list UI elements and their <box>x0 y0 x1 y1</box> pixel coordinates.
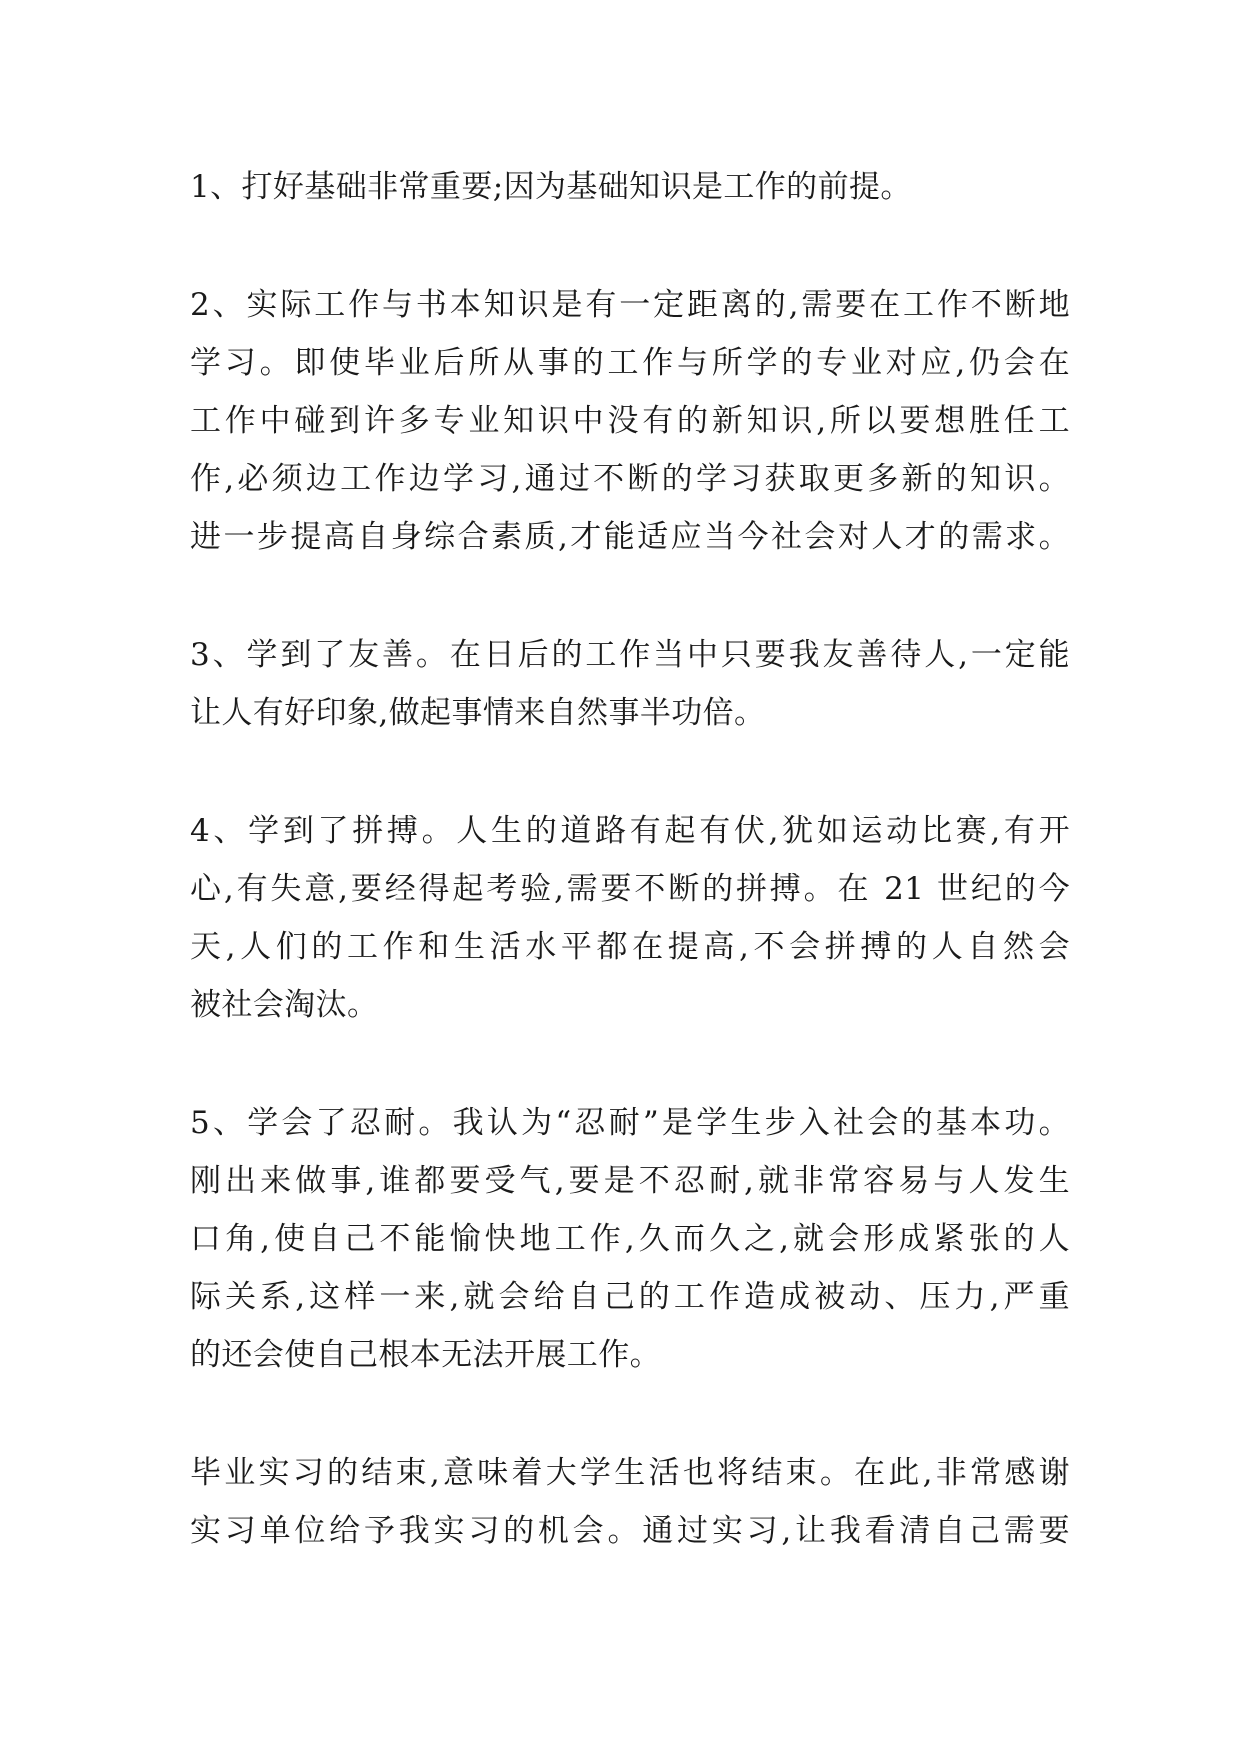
text-line: 口角,使自己不能愉快地工作,久而久之,就会形成紧张的人 <box>190 1221 1070 1257</box>
paragraph-conclusion <box>190 1444 1070 1560</box>
text-line: 2、实际工作与书本知识是有一定距离的,需要在工作不断地 <box>190 287 1070 323</box>
paragraph-point-1 <box>190 158 1070 216</box>
text-line: 心,有失意,要经得起考验,需要不断的拼搏。在 21 世纪的今 <box>190 871 1070 907</box>
text-line: 天,人们的工作和生活水平都在提高,不会拼搏的人自然会 <box>190 929 1070 965</box>
text-line: 5、学会了忍耐。我认为“忍耐”是学生步入社会的基本功。 <box>190 1105 1070 1141</box>
text-line: 1、打好基础非常重要;因为基础知识是工作的前提。 <box>190 169 912 205</box>
text-line: 学习。即使毕业后所从事的工作与所学的专业对应,仍会在 <box>190 345 1070 381</box>
text-line: 3、学到了友善。在日后的工作当中只要我友善待人,一定能 <box>190 637 1070 673</box>
paragraph-point-2 <box>190 276 1070 566</box>
text-line: 进一步提高自身综合素质,才能适应当今社会对人才的需求。 <box>190 519 1070 555</box>
paragraph-point-5 <box>190 1094 1070 1384</box>
text-line: 刚出来做事,谁都要受气,要是不忍耐,就非常容易与人发生 <box>190 1163 1070 1199</box>
text-line: 际关系,这样一来,就会给自己的工作造成被动、压力,严重 <box>190 1279 1070 1315</box>
text-line: 4、学到了拼搏。人生的道路有起有伏,犹如运动比赛,有开 <box>190 813 1070 849</box>
text-line: 被社会淘汰。 <box>190 987 379 1023</box>
text-line: 毕业实习的结束,意味着大学生活也将结束。在此,非常感谢 <box>190 1455 1070 1491</box>
paragraph-point-4 <box>190 802 1070 1034</box>
text-line: 工作中碰到许多专业知识中没有的新知识,所以要想胜任工 <box>190 403 1070 439</box>
text-line: 让人有好印象,做起事情来自然事半功倍。 <box>190 695 766 731</box>
document-body <box>190 158 1070 1620</box>
paragraph-point-3 <box>190 626 1070 742</box>
text-line: 作,必须边工作边学习,通过不断的学习获取更多新的知识。 <box>190 461 1070 497</box>
text-line: 实习单位给予我实习的机会。通过实习,让我看清自己需要 <box>190 1513 1070 1549</box>
text-line: 的还会使自己根本无法开展工作。 <box>190 1337 661 1373</box>
